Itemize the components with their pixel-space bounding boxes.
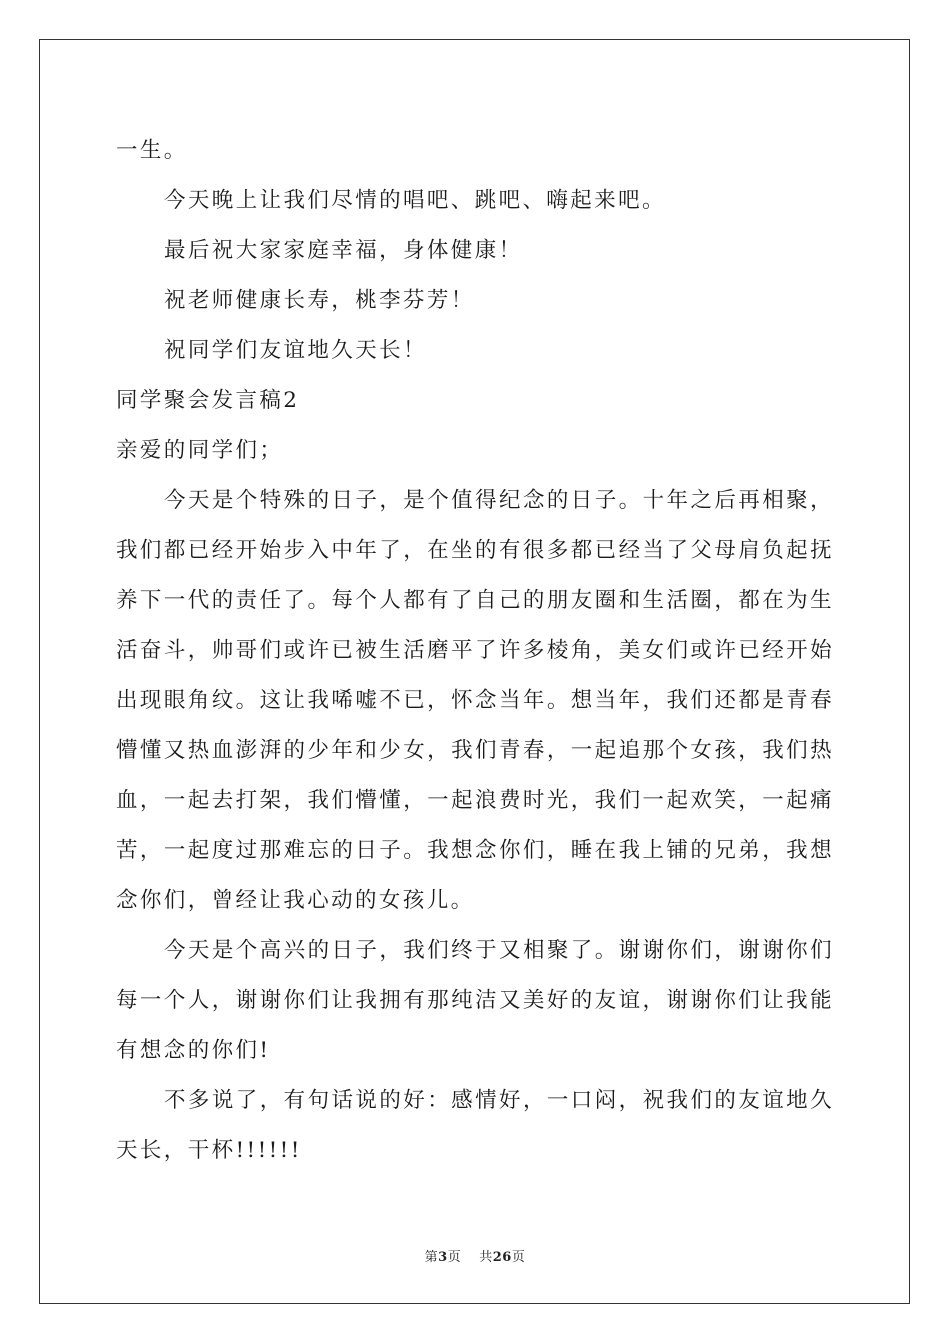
paragraph: 今天是个高兴的日子，我们终于又相聚了。谢谢你们，谢谢你们每一个人，谢谢你们让我拥有那纯洁又美好的友谊，谢谢你们让我能有想念的你们!	[116, 938, 834, 1063]
salutation: 亲爱的同学们；	[116, 438, 284, 463]
paragraph: 最后祝大家家庭幸福，身体健康！	[164, 238, 523, 263]
page-prefix: 第	[424, 1250, 439, 1265]
total-prefix: 共	[479, 1250, 493, 1265]
paragraph: 一生。	[116, 138, 188, 163]
section-heading: 同学聚会发言稿2	[116, 388, 300, 413]
page-suffix: 页	[447, 1250, 462, 1265]
paragraph: 祝老师健康长寿，桃李芬芳！	[164, 288, 475, 313]
page-footer	[0, 1246, 950, 1265]
paragraph: 今天是个特殊的日子，是个值得纪念的日子。十年之后再相聚，我们都已经开始步入中年了，在坐的有很多都已经当了父母肩负起抚养下一代的责任了。每个人都有了自己的朋友圈和生活圈，都在为生活奋斗，帅哥们或许已被生活磨平了许多棱角，美女们或许已经开始出现眼角纹。这让我唏嘘不已，怀念当年。想当年，我们还都是青春懵懂又热血澎湃的少年和少女，我们青春，一起追那个女孩，我们热血，一起去打架，我们懵懂，一起浪费时光，我们一起欢笑，一起痛苦，一起度过那难忘的日子。我想念你们，睡在我上铺的兄弟，我想念你们，曾经让我心动的女孩儿。	[116, 488, 834, 913]
paragraph: 不多说了，有句话说的好：感情好，一口闷，祝我们的友谊地久天长，干杯!!!!!!	[116, 1088, 834, 1163]
total-pages: 26	[492, 1250, 512, 1265]
total-suffix: 页	[511, 1250, 526, 1265]
page-number: 3	[438, 1250, 448, 1265]
paragraph: 今天晚上让我们尽情的唱吧、跳吧、嗨起来吧。	[164, 188, 666, 213]
paragraph: 祝同学们友谊地久天长！	[164, 338, 427, 363]
document-body	[116, 126, 834, 1176]
